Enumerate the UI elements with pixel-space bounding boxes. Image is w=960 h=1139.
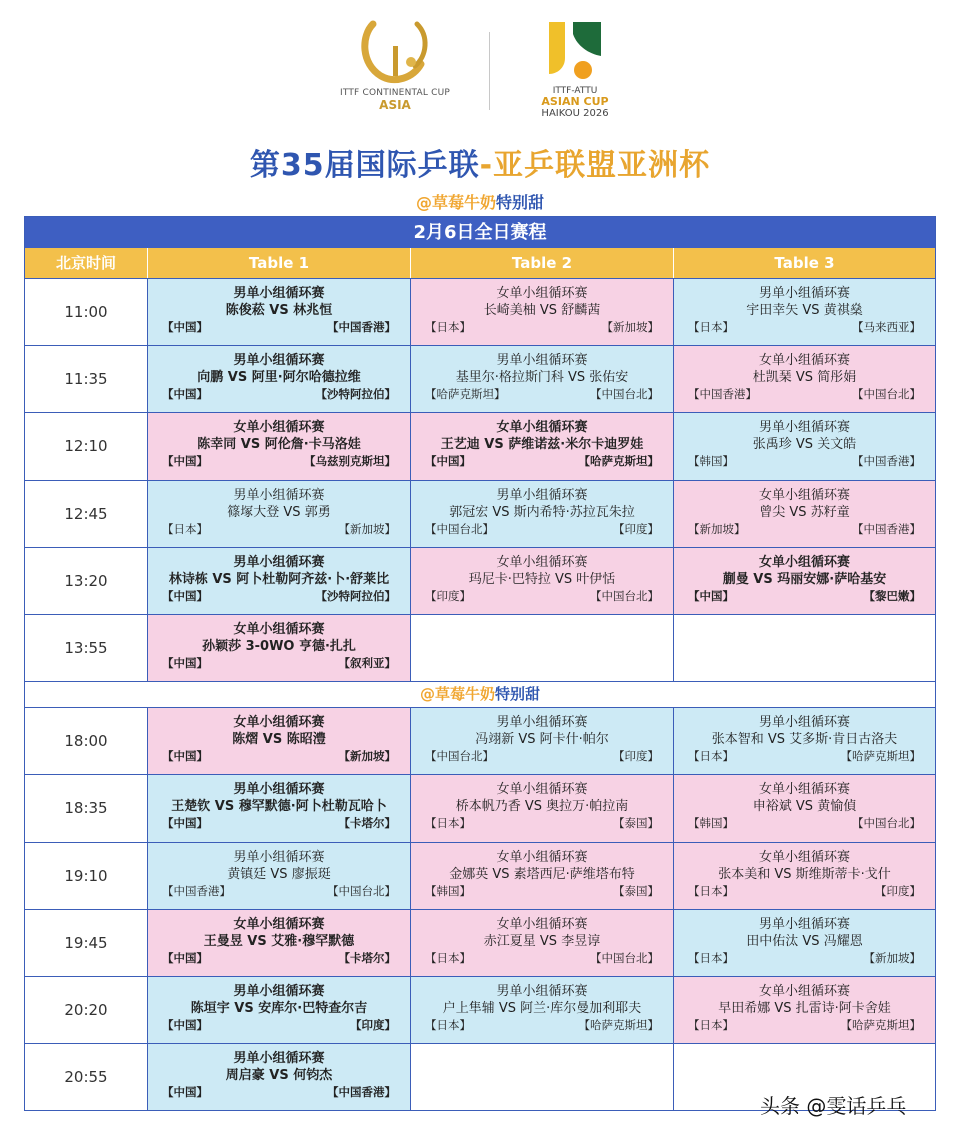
player2-country: 【中国香港】 bbox=[852, 521, 921, 536]
match-event: 男单小组循环赛 bbox=[233, 983, 325, 999]
match-cell-table-2 bbox=[410, 615, 673, 681]
schedule-row bbox=[25, 842, 935, 909]
player1-country: 【中国台北】 bbox=[425, 521, 494, 536]
match-event: 女单小组循环赛 bbox=[496, 916, 588, 932]
player2-country: 【马来西亚】 bbox=[852, 320, 921, 334]
match-event: 男单小组循环赛 bbox=[758, 286, 850, 301]
player1-country: 【中国】 bbox=[162, 749, 208, 764]
match-cell-table-2 bbox=[410, 548, 673, 614]
schedule-row bbox=[25, 547, 935, 614]
match-cell-table-1 bbox=[147, 843, 410, 909]
match-countries bbox=[674, 453, 935, 470]
match-countries bbox=[148, 319, 410, 336]
match-event: 女单小组循环赛 bbox=[758, 487, 850, 503]
match-players: 宇田幸矢 VS 黄祺燊 bbox=[746, 303, 863, 318]
match-players: 早田希娜 VS 扎雷诗·阿卡舍娃 bbox=[718, 1000, 891, 1016]
schedule-row bbox=[25, 774, 935, 841]
match-cell-table-1 bbox=[147, 481, 410, 547]
row-time: 11:35 bbox=[25, 346, 147, 412]
match-cell-table-1 bbox=[147, 775, 410, 841]
match-cell-table-2 bbox=[410, 843, 673, 909]
match-cell-table-1 bbox=[147, 708, 410, 774]
match-event: 男单小组循环赛 bbox=[233, 1051, 325, 1067]
schedule-row bbox=[25, 976, 935, 1043]
match-countries bbox=[148, 453, 410, 470]
player1-country: 【日本】 bbox=[425, 816, 471, 831]
match-cell-table-1 bbox=[147, 615, 410, 681]
match-cell-table-2 bbox=[410, 708, 673, 774]
player2-country: 【新加坡】 bbox=[863, 950, 921, 965]
match-players: 长崎美柚 VS 舒麟茜 bbox=[483, 303, 601, 318]
match-cell-table-2 bbox=[410, 279, 673, 345]
player1-country: 【哈萨克斯坦】 bbox=[425, 387, 506, 402]
match-cell-table-1 bbox=[147, 548, 410, 614]
match-players: 张本美和 VS 斯维斯蒂卡·戈什 bbox=[718, 866, 891, 882]
match-countries bbox=[148, 655, 410, 672]
match-countries bbox=[148, 950, 410, 967]
match-countries bbox=[148, 1084, 410, 1101]
schedule-row bbox=[25, 412, 935, 479]
match-cell-table-3 bbox=[673, 615, 935, 681]
row-time: 19:10 bbox=[25, 843, 147, 909]
player1-country: 【中国】 bbox=[688, 588, 734, 603]
header-table-3: Table 3 bbox=[673, 248, 935, 278]
mid-credit-suffix: 特别甜 bbox=[495, 685, 541, 704]
match-cell-table-1 bbox=[147, 1044, 410, 1110]
match-event: 女单小组循环赛 bbox=[233, 715, 325, 731]
match-players: 向鹏 VS 阿里·阿尔哈德拉维 bbox=[197, 370, 361, 386]
match-cell-table-3 bbox=[673, 346, 935, 412]
player2-country: 【新加坡】 bbox=[338, 749, 396, 764]
match-players: 基里尔·格拉斯门科 VS 张佑安 bbox=[455, 370, 629, 386]
match-players: 杜凯琹 VS 简彤娟 bbox=[752, 370, 857, 386]
logo-left-line2: ASIA bbox=[379, 98, 411, 112]
match-event: 女单小组循环赛 bbox=[496, 420, 588, 436]
match-event: 男单小组循环赛 bbox=[233, 554, 325, 570]
match-cell-table-1 bbox=[147, 413, 410, 479]
player1-country: 【中国】 bbox=[162, 588, 208, 603]
player1-country: 【日本】 bbox=[688, 950, 734, 965]
schedule-header-row bbox=[25, 248, 935, 278]
match-event: 女单小组循环赛 bbox=[758, 554, 850, 570]
match-players: 孙颖莎 3-0WO 亨德·扎扎 bbox=[202, 638, 356, 654]
match-countries bbox=[411, 588, 673, 605]
title-part2: -亚乒联盟亚洲杯 bbox=[479, 148, 711, 183]
match-cell-table-2 bbox=[410, 910, 673, 976]
match-event: 男单小组循环赛 bbox=[496, 353, 588, 369]
credit-line bbox=[0, 190, 960, 213]
match-cell-table-3 bbox=[673, 708, 935, 774]
header-table-1: Table 1 bbox=[147, 248, 410, 278]
schedule-row bbox=[25, 707, 935, 774]
match-event: 女单小组循环赛 bbox=[758, 849, 850, 865]
logo-right-line3: HAIKOU 2026 bbox=[541, 108, 609, 119]
player2-country: 【中国台北】 bbox=[590, 588, 659, 603]
match-countries bbox=[148, 1017, 410, 1034]
player1-country: 【中国】 bbox=[162, 816, 208, 831]
player1-country: 【中国】 bbox=[162, 950, 208, 965]
player2-country: 【印度】 bbox=[875, 883, 921, 898]
morning-rows bbox=[25, 278, 935, 681]
player2-country: 【中国香港】 bbox=[852, 454, 921, 469]
player2-country: 【哈萨克斯坦】 bbox=[578, 454, 659, 469]
match-countries bbox=[674, 883, 935, 900]
match-cell-table-2 bbox=[410, 413, 673, 479]
player2-country: 【沙特阿拉伯】 bbox=[315, 387, 396, 402]
player2-country: 【哈萨克斯坦】 bbox=[840, 1017, 921, 1032]
match-cell-table-3 bbox=[673, 910, 935, 976]
match-event: 女单小组循环赛 bbox=[758, 353, 850, 369]
match-event: 女单小组循环赛 bbox=[496, 849, 588, 865]
continental-cup-emblem-icon bbox=[355, 18, 435, 86]
match-cell-table-1 bbox=[147, 910, 410, 976]
match-cell-table-2 bbox=[410, 775, 673, 841]
match-players: 郭冠宏 VS 斯内希特·苏拉瓦朱拉 bbox=[449, 504, 635, 520]
player1-country: 【中国台北】 bbox=[425, 749, 494, 764]
match-event: 女单小组循环赛 bbox=[758, 983, 850, 999]
match-event: 男单小组循环赛 bbox=[233, 487, 325, 503]
row-time: 11:00 bbox=[25, 279, 147, 345]
schedule-row bbox=[25, 278, 935, 345]
match-players: 黄镇廷 VS 廖振珽 bbox=[227, 866, 331, 882]
player1-country: 【日本】 bbox=[425, 1017, 471, 1032]
player2-country: 【中国台北】 bbox=[590, 387, 659, 402]
logo-right-line2: ASIAN CUP bbox=[541, 95, 609, 108]
match-event: 男单小组循环赛 bbox=[758, 916, 850, 932]
match-event: 女单小组循环赛 bbox=[233, 916, 325, 932]
player2-country: 【中国台北】 bbox=[852, 387, 921, 402]
player1-country: 【韩国】 bbox=[425, 883, 471, 898]
player1-country: 【中国香港】 bbox=[162, 883, 231, 898]
match-countries bbox=[411, 950, 673, 967]
row-time: 12:45 bbox=[25, 481, 147, 547]
match-countries bbox=[674, 748, 935, 765]
schedule-row bbox=[25, 614, 935, 681]
player1-country: 【新加坡】 bbox=[688, 521, 746, 536]
match-players: 玛尼卡·巴特拉 VS 叶伊恬 bbox=[468, 571, 616, 587]
match-cell-table-3 bbox=[673, 548, 935, 614]
row-time: 18:00 bbox=[25, 708, 147, 774]
schedule-table bbox=[24, 216, 936, 1111]
player2-country: 【中国台北】 bbox=[590, 950, 659, 965]
match-countries bbox=[674, 588, 935, 605]
player2-country: 【泰国】 bbox=[613, 883, 659, 898]
player2-country: 【卡塔尔】 bbox=[338, 816, 396, 831]
match-cell-table-3 bbox=[673, 775, 935, 841]
match-countries bbox=[411, 748, 673, 765]
match-cell-table-2 bbox=[410, 346, 673, 412]
match-players: 张本智和 VS 艾多斯·肯日古洛夫 bbox=[711, 732, 898, 748]
match-cell-table-3 bbox=[673, 279, 935, 345]
player2-country: 【叙利亚】 bbox=[338, 655, 396, 670]
schedule-row bbox=[25, 345, 935, 412]
asian-cup-emblem-icon bbox=[543, 18, 607, 84]
match-players: 陈俊菘 VS 林兆恒 bbox=[225, 303, 333, 318]
match-event: 男单小组循环赛 bbox=[758, 715, 850, 731]
match-countries bbox=[674, 815, 935, 832]
credit-handle: @草莓牛奶 bbox=[415, 193, 496, 212]
match-countries bbox=[411, 815, 673, 832]
player1-country: 【日本】 bbox=[688, 883, 734, 898]
match-countries bbox=[411, 386, 673, 403]
player1-country: 【印度】 bbox=[425, 588, 471, 603]
match-countries bbox=[148, 748, 410, 765]
player2-country: 【卡塔尔】 bbox=[338, 950, 396, 965]
match-players: 金娜英 VS 素塔西尼·萨维塔布特 bbox=[449, 866, 635, 882]
match-players: 申裕斌 VS 黄愉偵 bbox=[752, 799, 857, 815]
player1-country: 【韩国】 bbox=[688, 454, 734, 469]
match-players: 陈幸同 VS 阿伦詹·卡马洛娃 bbox=[197, 437, 361, 453]
row-time: 20:20 bbox=[25, 977, 147, 1043]
player1-country: 【中国】 bbox=[162, 320, 208, 334]
player1-country: 【日本】 bbox=[688, 320, 734, 334]
match-players: 蒯曼 VS 玛丽安娜·萨哈基安 bbox=[722, 571, 887, 587]
match-event: 男单小组循环赛 bbox=[496, 715, 588, 731]
player2-country: 【中国台北】 bbox=[852, 816, 921, 831]
match-event: 女单小组循环赛 bbox=[496, 782, 588, 798]
player2-country: 【中国香港】 bbox=[327, 1085, 396, 1100]
match-event: 女单小组循环赛 bbox=[496, 554, 588, 570]
match-event: 男单小组循环赛 bbox=[233, 286, 325, 301]
match-event: 女单小组循环赛 bbox=[233, 621, 325, 637]
match-countries bbox=[674, 319, 935, 336]
match-cell-table-3 bbox=[673, 977, 935, 1043]
player1-country: 【中国香港】 bbox=[688, 387, 757, 402]
header-time: 北京时间 bbox=[25, 248, 147, 278]
match-countries bbox=[148, 815, 410, 832]
logo-right-line1: ITTF-ATTU bbox=[552, 86, 598, 96]
match-players: 桥本帆乃香 VS 奥拉万·帕拉南 bbox=[455, 799, 629, 815]
match-countries bbox=[148, 588, 410, 605]
match-players: 篠塚大登 VS 郭勇 bbox=[227, 504, 331, 520]
row-time: 19:45 bbox=[25, 910, 147, 976]
player1-country: 【中国】 bbox=[162, 1085, 208, 1100]
match-cell-table-2 bbox=[410, 481, 673, 547]
match-event: 男单小组循环赛 bbox=[496, 983, 588, 999]
continental-cup-logo bbox=[330, 18, 460, 130]
match-players: 周启豪 VS 何钧杰 bbox=[225, 1068, 333, 1084]
logo-divider bbox=[489, 32, 490, 110]
schedule-date: 2月6日全日赛程 bbox=[25, 217, 935, 248]
row-time: 13:55 bbox=[25, 615, 147, 681]
player1-country: 【中国】 bbox=[162, 454, 208, 469]
asian-cup-logo bbox=[520, 18, 630, 130]
title-part1: 第35届国际乒联 bbox=[249, 148, 480, 183]
row-time: 12:10 bbox=[25, 413, 147, 479]
match-cell-table-2 bbox=[410, 1044, 673, 1110]
match-countries bbox=[148, 883, 410, 900]
match-countries bbox=[411, 453, 673, 470]
match-players: 冯翊新 VS 阿卡什·帕尔 bbox=[475, 732, 609, 748]
player2-country: 【印度】 bbox=[350, 1017, 396, 1032]
schedule-row bbox=[25, 909, 935, 976]
match-countries bbox=[411, 1017, 673, 1034]
match-cell-table-3 bbox=[673, 413, 935, 479]
player2-country: 【印度】 bbox=[613, 749, 659, 764]
match-players: 陈垣宇 VS 安库尔·巴特查尔吉 bbox=[190, 1000, 368, 1016]
match-event: 男单小组循环赛 bbox=[758, 420, 850, 436]
match-countries bbox=[148, 386, 410, 403]
match-event: 男单小组循环赛 bbox=[233, 782, 325, 798]
player2-country: 【泰国】 bbox=[613, 816, 659, 831]
player1-country: 【日本】 bbox=[162, 521, 208, 536]
schedule-row bbox=[25, 480, 935, 547]
player2-country: 【哈萨克斯坦】 bbox=[578, 1017, 659, 1032]
player1-country: 【韩国】 bbox=[688, 816, 734, 831]
match-countries bbox=[674, 950, 935, 967]
match-players: 陈熠 VS 陈昭澧 bbox=[232, 732, 326, 748]
match-countries bbox=[674, 386, 935, 403]
credit-suffix: 特别甜 bbox=[496, 193, 545, 212]
match-cell-table-2 bbox=[410, 977, 673, 1043]
player2-country: 【哈萨克斯坦】 bbox=[840, 749, 921, 764]
player1-country: 【中国】 bbox=[162, 387, 208, 402]
watermark: 头条 @雯话乒乓 bbox=[760, 1094, 907, 1118]
header-table-2: Table 2 bbox=[410, 248, 673, 278]
match-players: 张禹珍 VS 关文皓 bbox=[752, 437, 857, 453]
player2-country: 【黎巴嫩】 bbox=[863, 588, 921, 603]
match-cell-table-3 bbox=[673, 481, 935, 547]
match-players: 林诗栋 VS 阿卜杜勒阿齐兹·卜·舒莱比 bbox=[168, 571, 390, 587]
match-cell-table-1 bbox=[147, 346, 410, 412]
match-event: 男单小组循环赛 bbox=[496, 487, 588, 503]
row-time: 18:35 bbox=[25, 775, 147, 841]
player2-country: 【中国香港】 bbox=[327, 320, 396, 334]
player1-country: 【日本】 bbox=[688, 1017, 734, 1032]
logo-left-line1: ITTF CONTINENTAL CUP bbox=[339, 88, 451, 98]
header-logos bbox=[0, 0, 960, 140]
player1-country: 【中国】 bbox=[162, 1017, 208, 1032]
match-players: 赤江夏星 VS 李昱谆 bbox=[483, 933, 601, 949]
match-event: 女单小组循环赛 bbox=[758, 782, 850, 798]
player1-country: 【日本】 bbox=[425, 950, 471, 965]
player2-country: 【乌兹别克斯坦】 bbox=[304, 454, 396, 469]
match-cell-table-1 bbox=[147, 977, 410, 1043]
match-players: 田中佑汰 VS 冯耀恩 bbox=[746, 933, 863, 949]
match-countries bbox=[674, 1017, 935, 1034]
match-players: 王艺迪 VS 萨维诺兹·米尔卡迪罗娃 bbox=[440, 437, 644, 453]
player2-country: 【新加坡】 bbox=[338, 521, 396, 536]
match-countries bbox=[674, 521, 935, 538]
player2-country: 【中国台北】 bbox=[327, 883, 396, 898]
player1-country: 【中国】 bbox=[162, 655, 208, 670]
player2-country: 【新加坡】 bbox=[601, 320, 659, 334]
match-players: 王楚钦 VS 穆罕默德·阿卜杜勒瓦哈卜 bbox=[171, 799, 387, 815]
match-players: 王曼昱 VS 艾雅·穆罕默德 bbox=[203, 933, 355, 949]
match-cell-table-3 bbox=[673, 843, 935, 909]
player1-country: 【中国】 bbox=[425, 454, 471, 469]
match-countries bbox=[411, 521, 673, 538]
row-time: 13:20 bbox=[25, 548, 147, 614]
row-time: 20:55 bbox=[25, 1044, 147, 1110]
player1-country: 【日本】 bbox=[425, 320, 471, 334]
player2-country: 【沙特阿拉伯】 bbox=[315, 588, 396, 603]
player1-country: 【日本】 bbox=[688, 749, 734, 764]
match-players: 曾尖 VS 苏籽童 bbox=[759, 504, 850, 520]
page-title bbox=[0, 140, 960, 184]
match-event: 男单小组循环赛 bbox=[233, 353, 325, 369]
match-event: 女单小组循环赛 bbox=[496, 286, 588, 301]
player2-country: 【印度】 bbox=[613, 521, 659, 536]
mid-credit-handle: @草莓牛奶 bbox=[419, 685, 495, 704]
mid-credit-line bbox=[25, 681, 935, 707]
match-countries bbox=[411, 883, 673, 900]
match-event: 男单小组循环赛 bbox=[233, 849, 325, 865]
match-countries bbox=[148, 521, 410, 538]
evening-rows bbox=[25, 707, 935, 1110]
match-players: 户上隼辅 VS 阿兰·库尔曼加利耶夫 bbox=[442, 1000, 642, 1016]
match-countries bbox=[411, 319, 673, 336]
match-cell-table-1 bbox=[147, 279, 410, 345]
match-event: 女单小组循环赛 bbox=[233, 420, 325, 436]
